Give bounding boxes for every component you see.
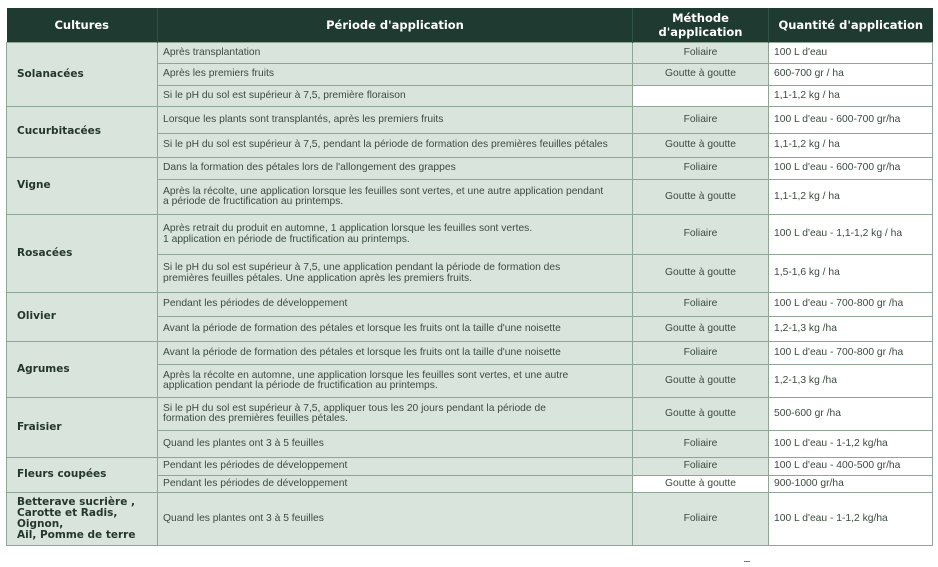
crop-cell: Solanacées	[7, 43, 158, 107]
period-cell	[158, 365, 633, 398]
method-cell: Goutte à goutte	[633, 134, 769, 158]
period-line: 1 application en période de fructification au printemps.	[163, 233, 410, 245]
period-line: application pendant la période de fructification au printemps.	[163, 380, 438, 391]
method-cell: Goutte à goutte	[633, 365, 769, 398]
quantity-cell: 1,2-1,3 kg /ha	[769, 317, 933, 342]
crop-cell: Fraisier	[7, 398, 158, 458]
period-cell: Après transplantation	[158, 43, 633, 64]
crop-cell	[7, 493, 158, 546]
period-line: a période de fructification au printemps.	[163, 196, 344, 207]
method-cell: Goutte à goutte	[633, 398, 769, 431]
period-cell: Après les premiers fruits	[158, 64, 633, 86]
crop-line: Betterave sucrière ,	[17, 495, 135, 508]
table-row	[7, 293, 933, 317]
period-cell: Pendant les périodes de développement	[158, 476, 633, 493]
period-cell: Quand les plantes ont 3 à 5 feuilles	[158, 431, 633, 458]
table-row	[7, 398, 933, 431]
quantity-cell: 600-700 gr / ha	[769, 64, 933, 86]
period-cell: Quand les plantes ont 3 à 5 feuilles	[158, 493, 633, 546]
table-row	[7, 107, 933, 134]
quantity-cell: 100 L d'eau - 700-800 gr /ha	[769, 293, 933, 317]
quantity-cell: 1,5-1,6 kg / ha	[769, 255, 933, 293]
quantity-cell: 100 L d'eau - 1-1,2 kg/ha	[769, 431, 933, 458]
quantity-cell: 100 L d'eau - 600-700 gr/ha	[769, 158, 933, 180]
period-cell: Lorsque les plants sont transplantés, après les premiers fruits	[158, 107, 633, 134]
header-method: Méthode d'application	[633, 8, 769, 43]
method-cell: Foliaire	[633, 342, 769, 365]
crop-line: Carotte et Radis, Oignon,	[17, 506, 118, 530]
method-cell	[633, 86, 769, 107]
method-cell: Foliaire	[633, 107, 769, 134]
application-table	[6, 8, 933, 546]
quantity-cell: 100 L d'eau - 700-800 gr /ha	[769, 342, 933, 365]
table-row	[7, 158, 933, 180]
period-cell: Si le pH du sol est supérieur à 7,5, première floraison	[158, 86, 633, 107]
period-cell	[158, 255, 633, 293]
period-line: formation des premières feuilles pétales.	[163, 413, 348, 424]
period-cell	[158, 398, 633, 431]
method-cell: Foliaire	[633, 293, 769, 317]
period-cell: Avant la période de formation des pétales et lorsque les fruits ont la taille d'une noisette	[158, 317, 633, 342]
crop-cell: Rosacées	[7, 215, 158, 293]
method-cell: Goutte à goutte	[633, 255, 769, 293]
footer-mark	[744, 561, 750, 565]
crop-cell: Agrumes	[7, 342, 158, 398]
quantity-cell: 1,1-1,2 kg / ha	[769, 134, 933, 158]
period-line: Si le pH du sol est supérieur à 7,5, une application pendant la période de formation des	[163, 262, 561, 274]
method-cell: Foliaire	[633, 458, 769, 476]
method-cell: Foliaire	[633, 43, 769, 64]
method-cell: Goutte à goutte	[633, 64, 769, 86]
period-cell: Si le pH du sol est supérieur à 7,5, pendant la période de formation des premières feuilles pétales	[158, 134, 633, 158]
quantity-cell: 1,1-1,2 kg / ha	[769, 180, 933, 215]
quantity-cell: 100 L d'eau - 1-1,2 kg/ha	[769, 493, 933, 546]
method-cell: Foliaire	[633, 158, 769, 180]
crop-cell: Cucurbitacées	[7, 107, 158, 158]
period-line: Après la récolte en automne, une application lorsque les feuilles sont vertes, et une autre	[163, 369, 569, 381]
table-row	[7, 43, 933, 64]
period-cell	[158, 215, 633, 255]
quantity-cell: 500-600 gr /ha	[769, 398, 933, 431]
quantity-cell: 100 L d'eau - 1,1-1,2 kg / ha	[769, 215, 933, 255]
period-cell: Pendant les périodes de développement	[158, 293, 633, 317]
method-cell: Foliaire	[633, 493, 769, 546]
header-crops: Cultures	[7, 8, 158, 43]
table-row	[7, 493, 933, 546]
quantity-cell: 100 L d'eau	[769, 43, 933, 64]
quantity-cell: 1,2-1,3 kg /ha	[769, 365, 933, 398]
table-header-row	[7, 8, 933, 43]
period-line: Si le pH du sol est supérieur à 7,5, appliquer tous les 20 jours pendant la période de	[163, 402, 546, 414]
crop-cell: Vigne	[7, 158, 158, 215]
method-cell: Goutte à goutte	[633, 317, 769, 342]
quantity-cell: 1,1-1,2 kg / ha	[769, 86, 933, 107]
period-cell	[158, 180, 633, 215]
period-line: premières feuilles pétales. Une application après les premiers fruits.	[163, 272, 473, 284]
table-row	[7, 342, 933, 365]
table-row	[7, 458, 933, 476]
table-row	[7, 215, 933, 255]
method-cell: Foliaire	[633, 215, 769, 255]
period-line: Après retrait du produit en automne, 1 application lorsque les feuilles sont vertes.	[163, 223, 533, 235]
quantity-cell: 900-1000 gr/ha	[769, 476, 933, 493]
crop-cell: Fleurs coupées	[7, 458, 158, 493]
crop-cell: Olivier	[7, 293, 158, 342]
method-cell: Goutte à goutte	[633, 476, 769, 493]
header-period: Période d'application	[158, 8, 633, 43]
method-cell: Foliaire	[633, 431, 769, 458]
period-cell: Dans la formation des pétales lors de l'allongement des grappes	[158, 158, 633, 180]
period-cell: Pendant les périodes de développement	[158, 458, 633, 476]
quantity-cell: 100 L d'eau - 400-500 gr/ha	[769, 458, 933, 476]
crop-line: Ail, Pomme de terre	[17, 529, 136, 542]
period-cell: Avant la période de formation des pétales et lorsque les fruits ont la taille d'une noisette	[158, 342, 633, 365]
method-cell: Goutte à goutte	[633, 180, 769, 215]
quantity-cell: 100 L d'eau - 600-700 gr/ha	[769, 107, 933, 134]
period-line: Après la récolte, une application lorsque les feuilles sont vertes, et une autre application pendant	[163, 185, 604, 197]
header-quantity: Quantité d'application	[769, 8, 933, 43]
